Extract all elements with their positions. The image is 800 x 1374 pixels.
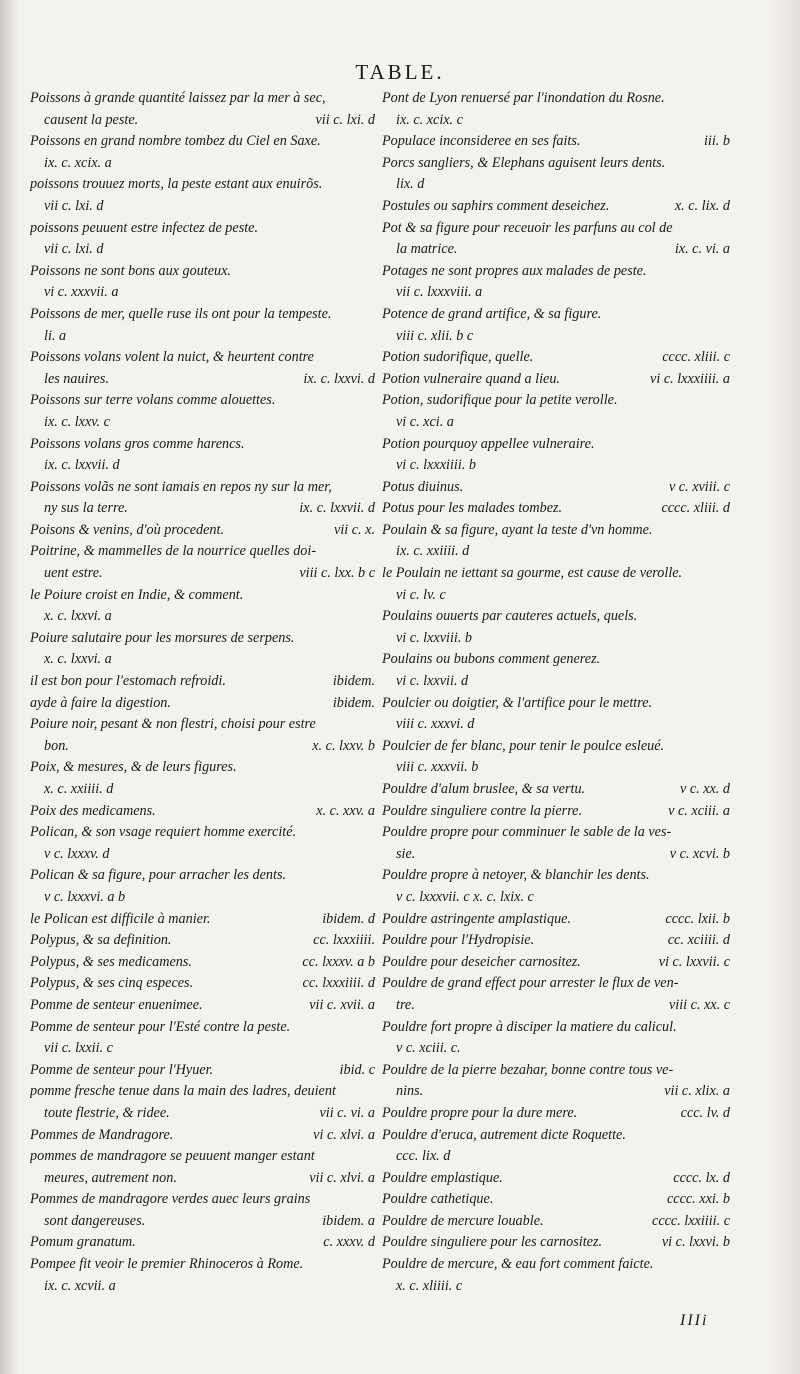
- index-entry-text: le Polican est difficile à manier.: [30, 910, 211, 927]
- index-entry-line: [382, 369, 730, 391]
- index-entry-line: [382, 909, 730, 931]
- index-entry-line: [30, 973, 375, 995]
- index-entry-reference: ibid. c: [334, 1060, 375, 1082]
- index-entry-line: [30, 1146, 375, 1168]
- index-entry-line: [30, 995, 375, 1017]
- index-entry-line: [382, 585, 730, 607]
- index-entry-text: il est bon pour l'estomach refroidi.: [30, 673, 226, 690]
- index-entry-text: toute flestrie, & ridee.: [44, 1104, 170, 1121]
- index-entry-line: [30, 282, 375, 304]
- index-entry-text: vii c. lxxii. c: [44, 1040, 113, 1057]
- index-entry-text: Potages ne sont propres aux malades de peste.: [382, 262, 647, 279]
- index-entry-line: [382, 1232, 730, 1254]
- index-entry-line: [382, 218, 730, 240]
- index-entry-reference: cc. lxxxiiii.: [307, 930, 375, 952]
- page-edge-shadow: [770, 0, 800, 1374]
- index-entry-text: vi c. xci. a: [396, 413, 454, 430]
- index-entry-line: [30, 930, 375, 952]
- index-entry-line: [30, 865, 375, 887]
- index-entry-reference: cccc. lxxiiii. c: [646, 1211, 730, 1233]
- index-entry-reference: cc. lxxxiiii. d: [297, 973, 375, 995]
- index-entry-reference: v c. xx. d: [674, 779, 730, 801]
- index-entry-text: ny sus la terre.: [44, 500, 128, 517]
- index-entry-text: x. c. lxxvi. a: [44, 651, 112, 668]
- index-entry-text: poissons trouuez morts, la peste estant aux enuirõs.: [30, 176, 323, 193]
- index-entry-text: Pouldre d'eruca, autrement dicte Roquette.: [382, 1126, 626, 1143]
- index-entry-text: Pouldre singuliere contre la pierre.: [382, 802, 583, 819]
- index-entry-reference: cccc. lxii. b: [659, 909, 730, 931]
- index-entry-line: [30, 628, 375, 650]
- index-entry-reference: ccc. lv. d: [675, 1103, 730, 1125]
- index-entry-line: [30, 261, 375, 283]
- index-entry-text: Pommes de Mandragore.: [30, 1126, 174, 1143]
- index-entry-line: [30, 153, 375, 175]
- index-entry-text: Populace inconsideree en ses faits.: [382, 133, 581, 150]
- index-entry-text: le Poulain ne iettant sa gourme, est cause de verolle.: [382, 565, 683, 582]
- index-entry-text: Pouldre propre à netoyer, & blanchir les dents.: [382, 867, 650, 884]
- index-entry-line: [382, 304, 730, 326]
- index-entry-reference: ibidem.: [327, 693, 375, 715]
- index-entry-text: ix. c. lxxvii. d: [44, 457, 120, 474]
- index-entry-line: [30, 1125, 375, 1147]
- index-entry-line: [382, 606, 730, 628]
- index-entry-line: [30, 801, 375, 823]
- index-entry-line: [30, 1211, 375, 1233]
- index-entry-text: pommes de mandragore se peuuent manger estant: [30, 1148, 315, 1165]
- index-entry-line: [382, 995, 730, 1017]
- index-entry-line: [30, 887, 375, 909]
- index-entry-reference: cccc. xliii. d: [655, 498, 730, 520]
- index-entry-text: bon.: [44, 737, 69, 754]
- index-entry-line: [382, 671, 730, 693]
- index-entry-text: Potion, sudorifique pour la petite verolle.: [382, 392, 618, 409]
- index-entry-line: [30, 649, 375, 671]
- index-entry-line: [30, 1276, 375, 1298]
- index-entry-line: [382, 520, 730, 542]
- index-entry-line: [30, 1081, 375, 1103]
- index-entry-line: [382, 865, 730, 887]
- index-entry-text: Potion sudorifique, quelle.: [382, 349, 534, 366]
- index-entry-line: [382, 628, 730, 650]
- index-entry-line: [382, 477, 730, 499]
- page-gutter-shadow: [0, 0, 18, 1374]
- index-entry-reference: ibidem. a: [316, 1211, 375, 1233]
- index-entry-line: [382, 1276, 730, 1298]
- index-entry-text: Poulains ouuerts par cauteres actuels, quels.: [382, 608, 638, 625]
- index-entry-text: Polypus, & ses medicamens.: [30, 953, 192, 970]
- index-entry-text: uent estre.: [44, 565, 103, 582]
- index-entry-reference: vi c. xlvi. a: [307, 1125, 375, 1147]
- index-entry-line: [30, 1038, 375, 1060]
- index-entry-line: [30, 1168, 375, 1190]
- index-entry-text: Poulcier ou doigtier, & l'artifice pour le mettre.: [382, 694, 653, 711]
- index-entry-line: [30, 757, 375, 779]
- index-entry-text: poissons peuuent estre infectez de peste.: [30, 219, 258, 236]
- index-entry-line: [382, 174, 730, 196]
- index-entry-line: [382, 455, 730, 477]
- index-entry-line: [30, 909, 375, 931]
- index-entry-line: [30, 131, 375, 153]
- index-entry-line: [30, 736, 375, 758]
- index-entry-line: [30, 239, 375, 261]
- index-entry-text: v c. lxxxvii. c x. c. lxix. c: [396, 888, 534, 905]
- index-entry-reference: x. c. lix. d: [669, 196, 730, 218]
- index-entry-reference: ix. c. lxxvii. d: [293, 498, 375, 520]
- index-entry-line: [382, 1189, 730, 1211]
- index-entry-text: Pouldre propre pour comminuer le sable de la ves-: [382, 824, 672, 841]
- index-entry-text: nins.: [396, 1083, 424, 1100]
- index-entry-line: [30, 477, 375, 499]
- index-entry-reference: v c. xviii. c: [663, 477, 730, 499]
- index-entry-text: Pouldre de grand effect pour arrester le flux de ven-: [382, 975, 679, 992]
- index-entry-reference: cccc. xliii. c: [656, 347, 730, 369]
- index-entry-line: [382, 412, 730, 434]
- index-entry-text: Poissons volans volent la nuict, & heurtent contre: [30, 349, 314, 366]
- index-entry-reference: vii c. xlvi. a: [303, 1168, 375, 1190]
- index-entry-reference: x. c. xxv. a: [310, 801, 375, 823]
- index-entry-reference: cccc. lx. d: [667, 1168, 730, 1190]
- index-entry-reference: v c. xcvi. b: [664, 844, 730, 866]
- index-entry-reference: vi c. lxxvii. c: [653, 952, 730, 974]
- index-entry-text: vi c. lxxvii. d: [396, 673, 469, 690]
- index-entry-text: Pouldre pour deseicher carnositez.: [382, 953, 581, 970]
- index-entry-text: Pommes de mandragore verdes auec leurs grains: [30, 1191, 311, 1208]
- page-title: TABLE.: [355, 60, 445, 84]
- index-entry-text: Potus pour les malades tombez.: [382, 500, 563, 517]
- index-entry-line: [30, 606, 375, 628]
- index-entry-line: [30, 520, 375, 542]
- index-entry-text: Pomme de senteur pour l'Hyuer.: [30, 1061, 214, 1078]
- index-entry-text: Pouldre astringente amplastique.: [382, 910, 572, 927]
- page-number: IIIi: [680, 1312, 709, 1329]
- index-entry-line: [30, 1232, 375, 1254]
- index-entry-text: lix. d: [396, 176, 425, 193]
- index-entry-line: [30, 844, 375, 866]
- index-entry-text: Postules ou saphirs comment deseichez.: [382, 197, 610, 214]
- index-entry-text: Poulcier de fer blanc, pour tenir le poulce esleué.: [382, 737, 665, 754]
- index-entry-text: Potence de grand artifice, & sa figure.: [382, 305, 602, 322]
- index-entry-line: [30, 693, 375, 715]
- index-entry-text: Pouldre de la pierre bezahar, bonne contre tous ve-: [382, 1061, 674, 1078]
- index-entry-text: Porcs sangliers, & Elephans aguisent leurs dents.: [382, 154, 666, 171]
- index-entry-line: [30, 196, 375, 218]
- index-entry-line: [382, 1168, 730, 1190]
- index-entry-text: pomme fresche tenue dans la main des ladres, deuient: [30, 1083, 336, 1100]
- index-entry-text: Poissons sur terre volans comme alouettes.: [30, 392, 276, 409]
- index-entry-text: Pomme de senteur enuenimee.: [30, 996, 203, 1013]
- index-entry-line: [30, 822, 375, 844]
- index-entry-text: x. c. lxxvi. a: [44, 608, 112, 625]
- index-entry-line: [30, 779, 375, 801]
- index-entry-line: [382, 563, 730, 585]
- index-entry-reference: x. c. lxxv. b: [306, 736, 375, 758]
- index-entry-text: viii c. xxxvii. b: [396, 759, 479, 776]
- index-entry-text: Poiure salutaire pour les morsures de serpens.: [30, 629, 295, 646]
- index-entry-text: x. c. xxiiii. d: [44, 781, 114, 797]
- index-entry-line: [382, 1038, 730, 1060]
- index-entry-text: Potus diuinus.: [382, 478, 464, 495]
- index-entry-text: les nauires.: [44, 370, 109, 387]
- index-entry-reference: vii c. vi. a: [313, 1103, 375, 1125]
- index-entry-line: [382, 326, 730, 348]
- index-entry-line: [382, 779, 730, 801]
- index-entry-line: [30, 412, 375, 434]
- index-entry-text: Poix, & mesures, & de leurs figures.: [30, 759, 237, 776]
- index-entry-text: Pot & sa figure pour receuoir les parfuns au col de: [382, 219, 673, 236]
- index-entry-line: [382, 498, 730, 520]
- index-entry-line: [30, 1017, 375, 1039]
- index-entry-line: [30, 563, 375, 585]
- index-entry-line: [382, 1254, 730, 1276]
- index-entry-line: [382, 239, 730, 261]
- index-entry-text: Pont de Lyon renuersé par l'inondation du Rosne.: [382, 90, 665, 106]
- index-entry-line: [382, 1081, 730, 1103]
- index-entry-line: [382, 390, 730, 412]
- index-entry-line: [30, 369, 375, 391]
- index-entry-reference: ibidem. d: [316, 909, 375, 931]
- index-entry-line: [382, 693, 730, 715]
- index-entry-text: Pouldre pour l'Hydropisie.: [382, 932, 535, 949]
- index-entry-text: Poitrine, & mammelles de la nourrice quelles doi-: [30, 543, 317, 560]
- index-entry-text: Pouldre emplastique.: [382, 1169, 503, 1186]
- index-entry-line: [382, 88, 730, 110]
- index-entry-text: meures, autrement non.: [44, 1169, 177, 1186]
- index-entry-line: [382, 261, 730, 283]
- index-entry-line: [382, 1125, 730, 1147]
- index-entry-line: [382, 801, 730, 823]
- index-entry-line: [30, 1189, 375, 1211]
- index-entry-line: [30, 304, 375, 326]
- index-entry-text: tre.: [396, 996, 415, 1013]
- index-entry-reference: v c. xciii. a: [662, 801, 730, 823]
- index-entry-reference: ibidem.: [327, 671, 375, 693]
- index-entry-line: [30, 498, 375, 520]
- index-entry-reference: vii c. lxi. d: [310, 110, 376, 132]
- index-entry-text: viii c. xxxvi. d: [396, 716, 475, 733]
- index-entry-reference: cc. lxxxv. a b: [296, 952, 375, 974]
- index-entry-text: Pouldre de mercure, & eau fort comment faicte.: [382, 1256, 654, 1273]
- index-entry-line: [382, 844, 730, 866]
- index-entry-text: ccc. lix. d: [396, 1148, 451, 1165]
- index-entry-line: [30, 88, 375, 110]
- index-entry-text: Pouldre de mercure louable.: [382, 1212, 544, 1229]
- index-entry-text: Poulains ou bubons comment generez.: [382, 651, 601, 668]
- index-entry-text: ix. c. xcix. a: [44, 154, 112, 171]
- index-entry-text: Pouldre fort propre à disciper la matiere du calicul.: [382, 1018, 677, 1035]
- index-entry-text: Poix des medicamens.: [30, 802, 156, 819]
- index-entry-text: Pouldre singuliere pour les carnositez.: [382, 1234, 603, 1251]
- index-entry-text: sie.: [396, 845, 416, 862]
- index-entry-text: vi c. lxxviii. b: [396, 629, 473, 646]
- index-entry-text: Pompee fit veoir le premier Rhinoceros à Rome.: [30, 1256, 304, 1273]
- index-entry-line: [30, 326, 375, 348]
- index-entry-text: Potion vulneraire quand a lieu.: [382, 370, 560, 387]
- index-entry-text: ix. c. xxiiii. d: [396, 543, 470, 560]
- index-entry-line: [30, 1060, 375, 1082]
- index-entry-text: Poissons de mer, quelle ruse ils ont pour la tempeste.: [30, 305, 332, 322]
- index-entry-line: [382, 1146, 730, 1168]
- index-entry-text: le Poiure croist en Indie, & comment.: [30, 586, 244, 603]
- index-entry-line: [382, 930, 730, 952]
- index-entry-text: vii c. lxi. d: [44, 241, 104, 258]
- index-entry-text: vii c. lxxxviii. a: [396, 284, 483, 301]
- index-entry-text: Pomme de senteur pour l'Esté contre la peste.: [30, 1018, 291, 1035]
- index-entry-text: vi c. lv. c: [396, 586, 446, 603]
- index-entry-line: [382, 649, 730, 671]
- index-entry-reference: iii. b: [698, 131, 730, 153]
- index-entry-line: [30, 714, 375, 736]
- index-entry-line: [30, 347, 375, 369]
- index-entry-text: Poissons volãs ne sont iamais en repos ny sur la mer,: [30, 478, 332, 495]
- index-entry-line: [382, 434, 730, 456]
- index-entry-text: Polypus, & sa definition.: [30, 932, 172, 949]
- index-entry-line: [30, 174, 375, 196]
- index-entry-line: [382, 1060, 730, 1082]
- index-entry-text: Potion pourquoy appellee vulneraire.: [382, 435, 595, 452]
- index-entry-reference: viii c. lxx. b c: [293, 563, 375, 585]
- index-entry-line: [382, 714, 730, 736]
- index-entry-reference: vii c. xlix. a: [658, 1081, 730, 1103]
- index-entry-text: Pouldre cathetique.: [382, 1191, 494, 1208]
- index-entry-text: v c. lxxxvi. a b: [44, 888, 126, 905]
- index-entry-line: [382, 952, 730, 974]
- index-entry-text: Poissons à grande quantité laissez par la mer à sec,: [30, 90, 326, 106]
- index-entry-text: Poisons & venins, d'où procedent.: [30, 521, 225, 538]
- index-entry-line: [382, 736, 730, 758]
- index-entry-reference: ix. c. vi. a: [669, 239, 730, 261]
- index-entry-line: [30, 110, 375, 132]
- index-entry-line: [382, 153, 730, 175]
- index-entry-text: ix. c. lxxv. c: [44, 413, 110, 430]
- index-entry-reference: vii c. x.: [328, 520, 375, 542]
- index-entry-reference: cc. xciiii. d: [662, 930, 730, 952]
- index-entry-text: viii c. xlii. b c: [396, 327, 474, 344]
- index-column-left: [30, 88, 375, 1297]
- index-entry-text: Poissons en grand nombre tombez du Ciel en Saxe.: [30, 133, 321, 150]
- index-entry-text: ix. c. xcvii. a: [44, 1277, 116, 1294]
- index-entry-text: Poulain & sa figure, ayant la teste d'vn homme.: [382, 521, 653, 538]
- index-entry-text: li. a: [44, 327, 67, 344]
- index-entry-text: Polican, & son vsage requiert homme exercité.: [30, 824, 297, 841]
- index-entry-text: x. c. xliiii. c: [396, 1277, 463, 1294]
- index-entry-text: vi c. xxxvii. a: [44, 284, 119, 301]
- index-entry-line: [30, 671, 375, 693]
- index-entry-line: [382, 1211, 730, 1233]
- index-entry-line: [30, 1254, 375, 1276]
- index-entry-text: vii c. lxi. d: [44, 197, 104, 214]
- index-entry-line: [382, 541, 730, 563]
- index-entry-line: [30, 1103, 375, 1125]
- index-entry-line: [382, 887, 730, 909]
- index-entry-line: [382, 1103, 730, 1125]
- index-entry-reference: cccc. xxi. b: [661, 1189, 730, 1211]
- index-entry-line: [382, 131, 730, 153]
- index-entry-line: [382, 347, 730, 369]
- index-entry-text: Pomum granatum.: [30, 1234, 136, 1251]
- index-entry-text: ayde à faire la digestion.: [30, 694, 171, 711]
- index-entry-text: Polypus, & ses cinq especes.: [30, 975, 194, 992]
- index-entry-text: v c. xciii. c.: [396, 1040, 461, 1057]
- index-entry-line: [30, 455, 375, 477]
- index-entry-line: [382, 757, 730, 779]
- index-entry-reference: c. xxxv. d: [317, 1232, 375, 1254]
- index-entry-line: [382, 1017, 730, 1039]
- index-entry-text: ix. c. xcix. c: [396, 111, 463, 128]
- index-entry-line: [382, 282, 730, 304]
- index-entry-line: [382, 822, 730, 844]
- index-column-right: [382, 88, 730, 1297]
- index-entry-reference: viii c. xx. c: [663, 995, 730, 1017]
- index-entry-reference: vi c. lxxvi. b: [656, 1232, 730, 1254]
- index-entry-line: [30, 585, 375, 607]
- index-entry-line: [30, 390, 375, 412]
- index-entry-line: [382, 196, 730, 218]
- index-entry-text: Polican & sa figure, pour arracher les dents.: [30, 867, 287, 884]
- index-entry-text: Pouldre d'alum bruslee, & sa vertu.: [382, 781, 586, 797]
- index-entry-line: [30, 218, 375, 240]
- index-entry-line: [30, 952, 375, 974]
- index-entry-text: Poissons volans gros comme harencs.: [30, 435, 245, 452]
- index-entry-line: [30, 541, 375, 563]
- index-entry-text: Poiure noir, pesant & non flestri, choisi pour estre: [30, 716, 316, 733]
- index-entry-line: [30, 434, 375, 456]
- index-entry-reference: vii c. xvii. a: [303, 995, 375, 1017]
- index-entry-text: sont dangereuses.: [44, 1212, 146, 1229]
- index-entry-text: v c. lxxxv. d: [44, 845, 110, 862]
- index-entry-reference: ix. c. lxxvi. d: [297, 369, 375, 391]
- index-entry-line: [382, 973, 730, 995]
- index-entry-text: vi c. lxxxiiii. b: [396, 457, 476, 474]
- index-entry-line: [382, 110, 730, 132]
- index-entry-text: Pouldre propre pour la dure mere.: [382, 1104, 578, 1121]
- index-entry-text: causent la peste.: [44, 111, 139, 128]
- index-entry-text: Poissons ne sont bons aux gouteux.: [30, 262, 231, 279]
- index-entry-text: la matrice.: [396, 241, 458, 258]
- index-entry-reference: vi c. lxxxiiii. a: [644, 369, 730, 391]
